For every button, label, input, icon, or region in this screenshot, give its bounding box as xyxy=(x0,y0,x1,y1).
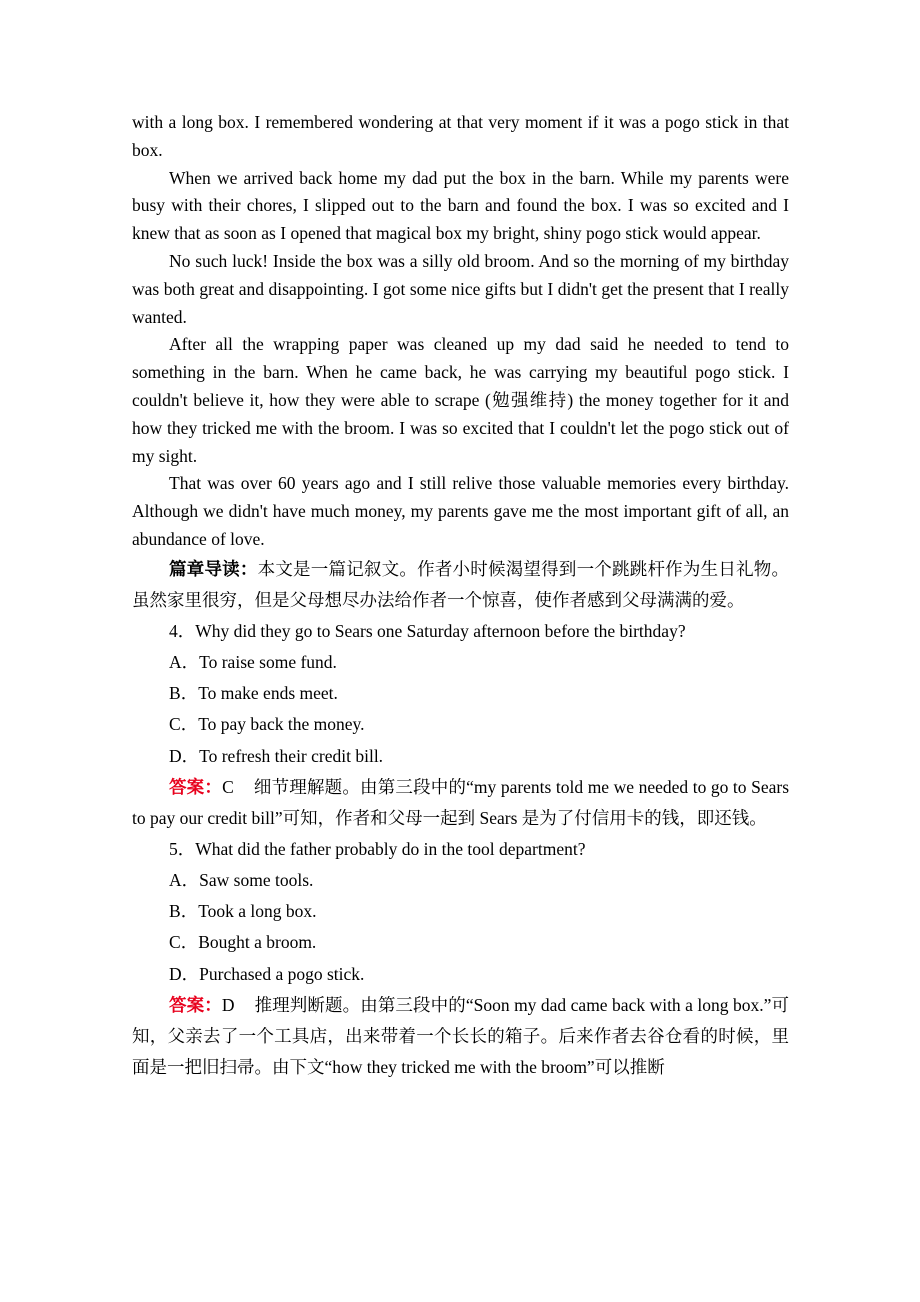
option-d xyxy=(132,959,789,990)
passage-paragraph: When we arrived back home my dad put the box in the barn. While my parents were busy with their chores, I slipped out to the barn and found the box. I was so excited and I knew that as soon as I opened that magical box my bright, shiny pogo stick would appear. xyxy=(132,167,789,244)
separator: ． xyxy=(180,714,199,735)
option-c xyxy=(132,927,789,958)
separator: ． xyxy=(177,620,196,641)
separator: ． xyxy=(180,683,199,704)
option-text: To pay back the money. xyxy=(198,714,365,735)
option-text: To make ends meet. xyxy=(198,683,338,704)
question-number: 5 xyxy=(169,838,178,859)
passage-paragraph: After all the wrapping paper was cleaned up my dad said he needed to tend to something in the barn. When he came back, he was carrying my beautiful pogo stick. I couldn't believe it, how they were able to scrape (勉强维持) the money together for it and how they tricked me with the broom. I was so excited that I couldn't let the pogo stick out of my sight. xyxy=(132,334,789,466)
passage xyxy=(132,109,789,554)
option-letter: B xyxy=(169,683,181,704)
option-letter: B xyxy=(169,901,181,922)
separator: ． xyxy=(177,838,196,859)
document-page xyxy=(132,109,789,1083)
option-text: To refresh their credit bill. xyxy=(199,745,384,766)
option-d xyxy=(132,741,789,772)
passage-guide xyxy=(132,554,789,616)
option-letter: D xyxy=(169,745,182,766)
option-text: Purchased a pogo stick. xyxy=(199,963,365,984)
option-text: Saw some tools. xyxy=(199,869,314,890)
question-stem xyxy=(132,616,789,647)
question-stem xyxy=(132,834,789,865)
passage-paragraph: No such luck! Inside the box was a silly old broom. And so the morning of my birthday was both great and disappointing. I got some nice gifts but I didn't get the present that I really wanted. xyxy=(132,250,789,327)
option-letter: C xyxy=(169,932,181,953)
question-text: What did the father probably do in the tool department? xyxy=(195,838,586,859)
option-a xyxy=(132,647,789,678)
separator: ． xyxy=(181,745,200,766)
question-4 xyxy=(132,616,789,834)
answer-label: 答案： xyxy=(169,776,223,797)
passage-paragraph: That was over 60 years ago and I still relive those valuable memories every birthday. Although we didn't have much money, my parents gave me the most important gift of all, an abundance of love. xyxy=(132,473,789,549)
separator: ． xyxy=(180,932,199,953)
passage-paragraph: with a long box. I remembered wondering at that very moment if it was a pogo stick in that box. xyxy=(132,112,789,160)
guide-label: 篇章导读： xyxy=(169,558,258,579)
option-b xyxy=(132,678,789,709)
option-letter: A xyxy=(169,869,182,890)
question-text: Why did they go to Sears one Saturday afternoon before the birthday? xyxy=(195,620,686,641)
option-text: Took a long box. xyxy=(198,901,317,922)
separator: ． xyxy=(181,963,200,984)
answer-text: 推理判断题。由第三段中的“Soon my dad came back with a long box.”可知，父亲去了一个工具店，出来带着一个长长的箱子。后来作者去谷仓看的时候，里面是一把旧扫帚。由下文“how they tricked me with the broom”可以推断 xyxy=(132,994,790,1077)
separator: ． xyxy=(180,901,199,922)
option-text: To raise some fund. xyxy=(199,651,337,672)
question-number: 4 xyxy=(169,620,178,641)
answer-label: 答案： xyxy=(169,994,222,1015)
answer-explanation xyxy=(132,990,789,1083)
separator: ． xyxy=(181,869,200,890)
option-a xyxy=(132,865,789,896)
answer-letter: D xyxy=(221,994,235,1015)
question-5 xyxy=(132,834,789,1083)
option-letter: D xyxy=(169,963,182,984)
answer-text: 细节理解题。由第三段中的“my parents told me we needed to go to Sears to pay our credit bill”可知，作者和父母一起到 Sears 是为了付信用卡的钱，即还钱。 xyxy=(132,776,790,828)
answer-letter: C xyxy=(222,776,234,797)
option-b xyxy=(132,896,789,927)
answer-explanation xyxy=(132,772,789,834)
option-letter: C xyxy=(169,714,181,735)
option-letter: A xyxy=(169,651,182,672)
guide-text: 本文是一篇记叙文。作者小时候渴望得到一个跳跳杆作为生日礼物。虽然家里很穷，但是父母想尽办法给作者一个惊喜，使作者感到父母满满的爱。 xyxy=(132,558,790,610)
separator: ． xyxy=(181,651,200,672)
option-text: Bought a broom. xyxy=(198,932,317,953)
option-c xyxy=(132,709,789,740)
